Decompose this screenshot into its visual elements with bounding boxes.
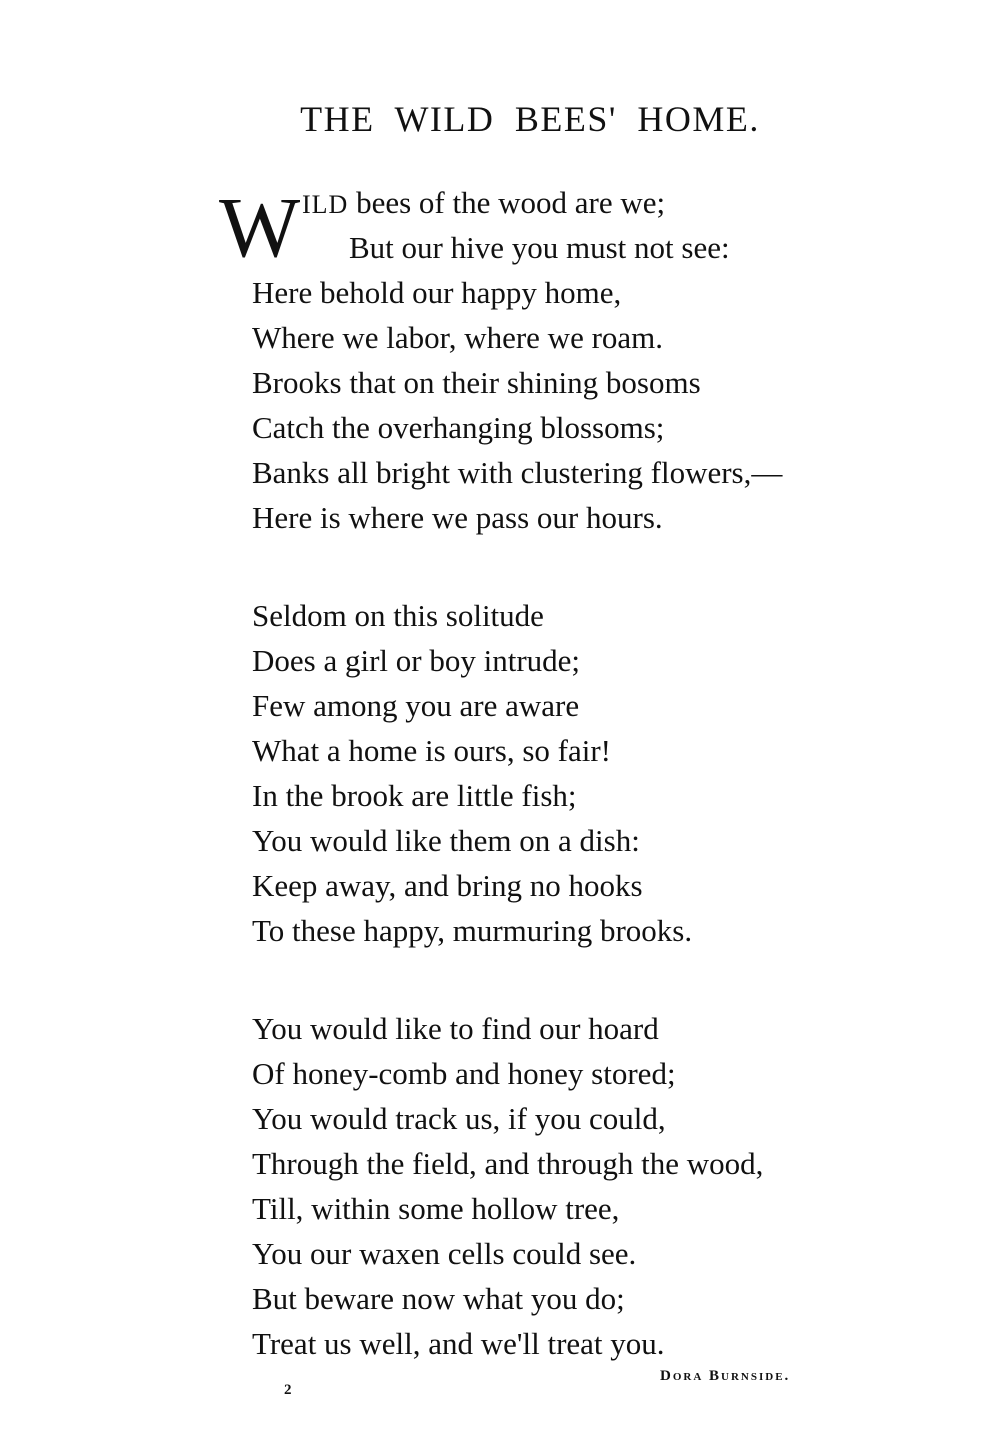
poem-line: Till, within some hollow tree, <box>252 1191 620 1226</box>
poem-line: But beware now what you do; <box>252 1281 625 1316</box>
poem-line: You would like them on a dish: <box>252 823 640 858</box>
poem-line: Brooks that on their shining bosoms <box>252 365 701 400</box>
poem-line: Where we labor, where we roam. <box>252 320 664 355</box>
first-line-text <box>252 185 665 220</box>
poem-line: Few among you are aware <box>252 688 580 723</box>
poem-line: In the brook are little fish; <box>252 778 577 813</box>
poem-title: THE WILD BEES' HOME. <box>300 99 760 139</box>
poem-line: You our waxen cells could see. <box>252 1236 637 1271</box>
poem-line: Here behold our happy home, <box>252 275 622 310</box>
first-line-caps: ILD <box>302 190 349 219</box>
page-number: 2 <box>284 1382 292 1398</box>
poem-line: Does a girl or boy intrude; <box>252 643 581 678</box>
poem-line: Treat us well, and we'll treat you. <box>252 1326 665 1361</box>
poem-line: Catch the overhanging blossoms; <box>252 410 665 445</box>
poem-line: But our hive you must not see: <box>349 230 730 265</box>
poem-line: Of honey-comb and honey stored; <box>252 1056 676 1091</box>
poem-line: To these happy, murmuring brooks. <box>252 913 693 948</box>
stanza-break <box>252 540 892 593</box>
stanza-break <box>252 953 892 1006</box>
author-signature: Dora Burnside. <box>660 1368 791 1384</box>
first-line-remainder: bees of the wood are we; <box>348 185 666 220</box>
poem-line: You would track us, if you could, <box>252 1101 666 1136</box>
poem-line: Banks all bright with clustering flowers,— <box>252 455 783 490</box>
poem-line: Through the field, and through the wood, <box>252 1146 764 1181</box>
poem-line: Keep away, and bring no hooks <box>252 868 643 903</box>
poem-line: Seldom on this solitude <box>252 598 544 633</box>
poem-line: Here is where we pass our hours. <box>252 500 663 535</box>
poem-line: You would like to find our hoard <box>252 1011 659 1046</box>
drop-cap: W <box>219 179 301 275</box>
poem-body <box>219 179 892 1366</box>
poem-line: What a home is ours, so fair! <box>252 733 611 768</box>
